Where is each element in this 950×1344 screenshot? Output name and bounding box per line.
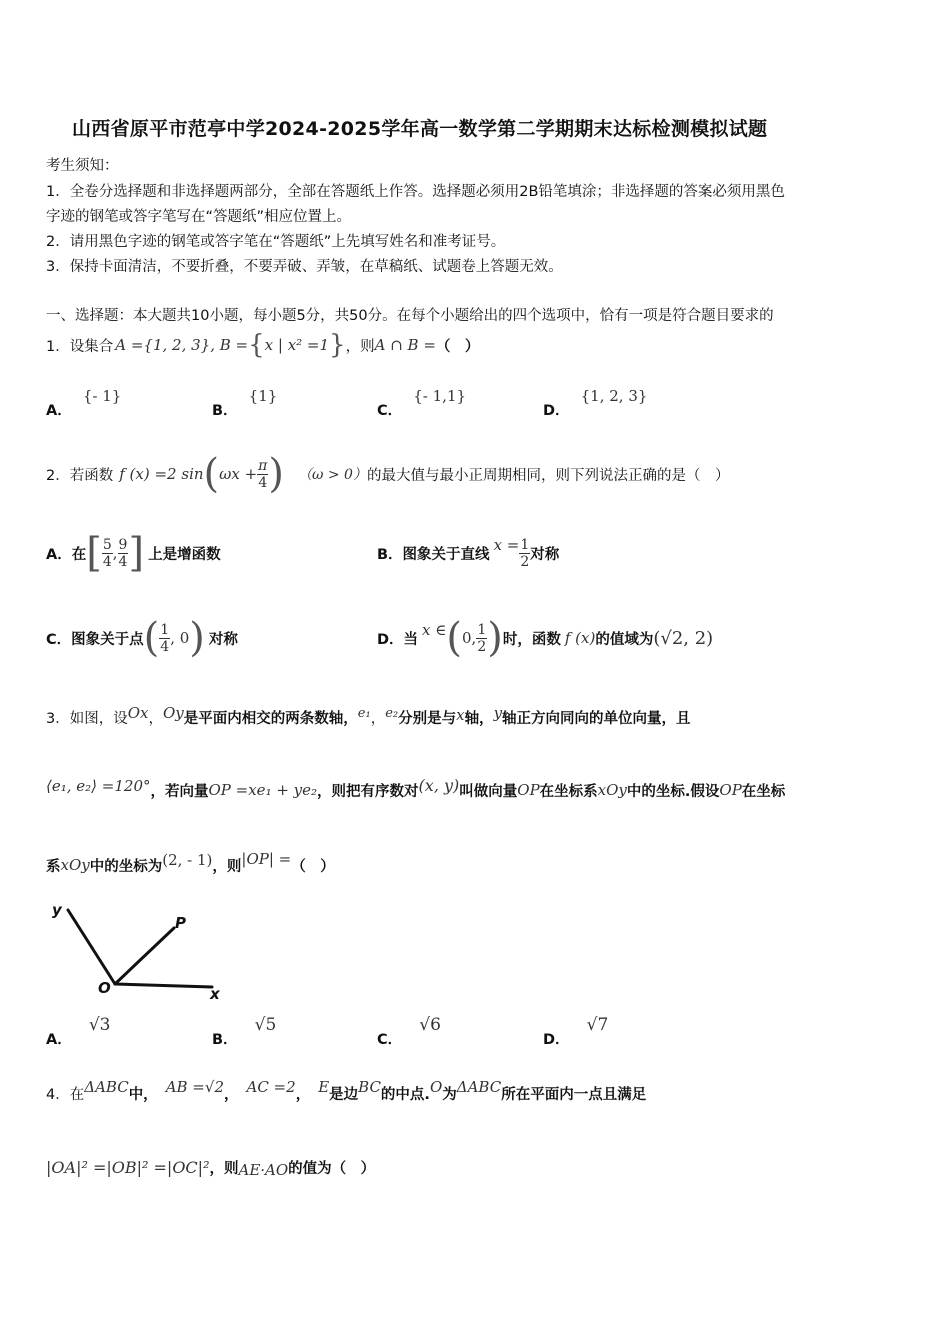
q3-xoy: xOy [597,781,627,799]
denominator: 4 [102,553,112,570]
denominator: 2 [520,553,530,570]
q2-pi: π [258,457,268,474]
q3-e2: e₂ [385,705,399,721]
q4-text: 4．在 [46,1086,85,1103]
option-func: f (x) [564,629,596,647]
q3-op-expr: OP =xe₁ + ye₂ [208,781,318,799]
comma: , [112,544,118,562]
fraction [476,622,487,655]
option-text: 对称 [530,546,560,563]
denominator: 4 [118,553,128,570]
fraction [159,622,170,655]
x-axis [115,984,212,987]
option-value: √5 [254,1015,277,1035]
q4-text: 为 [442,1086,457,1103]
q3-option-d[interactable] [543,1014,609,1048]
p-label: P [175,914,186,932]
option-value: √7 [586,1015,609,1035]
q3-e1: e₁ [357,705,371,721]
q1-expr: A ∩ B = [374,336,436,354]
q1-brace-right: } [329,330,346,360]
option-text: 的值域为 [595,631,654,648]
option-range: (√2, 2) [653,627,714,649]
q4-ac: AC =2 [246,1078,296,1096]
o-label: O [98,979,111,997]
q4-bc: BC [358,1078,381,1096]
q3-ox: Ox [127,704,149,722]
zero: 0, [462,629,477,647]
numerator: 1 [160,621,170,638]
q2-option-d[interactable] [377,612,713,664]
q4-e: E [318,1078,330,1096]
numerator: 5 [102,536,112,553]
numerator: 1 [520,536,530,553]
q3-text: 分别是与 [398,710,457,727]
option-value: {1, 2, 3} [580,387,648,405]
q3-text: 3．如图，设 [46,710,128,727]
q3-text: 轴正方向同向的单位向量，且 [502,710,691,727]
q3-text: 轴， [464,710,494,727]
q2-paren-left: ( [203,451,220,497]
option-label: C．图象关于点 [46,631,144,648]
option-value: {- 1} [82,387,122,405]
q3-comma: ， [370,710,386,727]
option-label: D． [543,1032,570,1048]
question-3-line-2 [46,773,785,807]
bracket-right: ] [128,530,145,576]
paren-right: ) [189,615,205,661]
q3-comma: ， [148,710,163,727]
option-label: A．在 [46,546,87,563]
fraction [519,537,530,570]
q1-option-a[interactable] [46,385,122,419]
q4-text: ， [295,1086,311,1103]
q1-option-c[interactable] [377,385,467,419]
q1-option-b[interactable] [212,385,278,419]
q3-oy: Oy [163,704,184,722]
q1-prefix: 1．设集合 [46,338,114,355]
y-label: y [52,901,62,919]
q2-option-a[interactable] [46,528,221,578]
q3-coord: (2, - 1) [162,851,213,869]
notice-item-2: 2．请用黑色字迹的钢笔或答字笔在“答题纸”上先填写姓名和准考证号。 [46,234,506,250]
q3-option-a[interactable] [46,1014,111,1048]
q2-four: 4 [258,474,268,491]
paren-left: ( [143,615,160,661]
x-label: x [210,985,220,1003]
numerator: 1 [477,621,487,638]
q4-text: ，则 [209,1160,239,1177]
q3-option-b[interactable] [212,1014,277,1048]
option-text: 上是增函数 [148,546,221,563]
numerator: 9 [118,536,128,553]
q1-option-d[interactable] [543,385,648,419]
q2-fraction [257,458,268,491]
q3-blank: （ ） [291,858,335,875]
q2-prefix: 2．若函数 [46,467,114,484]
y-axis [68,910,115,984]
q4-dot: AE·AO [238,1161,289,1179]
q1-mid: ，则 [345,338,375,355]
q1-set-a: A ={1, 2, 3}, B = [115,336,249,354]
question-3-line-1 [46,703,691,731]
q3-text: 系 [46,858,61,875]
q2-func: f (x) =2 sin [119,465,204,483]
option-label: C． [377,403,403,419]
notice-heading: 考生须知： [46,158,119,174]
q3-text: 是平面内相交的两条数轴， [183,710,358,727]
q2-option-b[interactable] [377,528,559,578]
page-title: 山西省原平市范亭中学2024-2025学年高一数学第二学期期末达标检测模拟试题 [72,118,768,140]
notice-item-1-line-2: 字迹的钢笔或答字笔写在“答题纸”相应位置上。 [46,209,352,225]
q3-y: y [493,704,503,722]
q3-x: x [456,706,465,724]
paren-left: ( [446,615,462,661]
q4-tri: ΔABC [84,1078,129,1096]
question-4-line-1 [46,1076,646,1110]
option-label: A． [46,403,72,419]
q2-paren-right: ) [268,451,284,497]
q4-text: ， [223,1086,239,1103]
zero: , 0 [170,629,190,647]
q1-blank: （ ） [435,338,480,355]
fraction [118,537,129,570]
paren-right: ) [487,615,503,661]
q4-ab: AB =√2 [165,1078,224,1096]
q3-pair: (x, y) [418,775,460,795]
option-value: {1} [248,387,278,405]
q4-text: 的中点. [380,1086,430,1103]
q3-text: 中的坐标.假设 [626,783,720,800]
q4-tri2: ΔABC [456,1078,502,1096]
option-value: {- 1,1} [413,387,467,405]
option-label: A． [46,1032,72,1048]
op-vector [115,928,174,984]
denominator: 4 [160,638,170,655]
bracket-left: [ [86,530,102,576]
option-label: B． [212,403,238,419]
section-heading: 一、选择题：本大题共10小题，每小题5分，共50分。在每个小题给出的四个选项中，恰有一项是符合题目要求的 [46,308,774,324]
option-label: D．当 [377,631,419,648]
question-2 [46,448,729,500]
q3-op: OP [719,781,742,799]
q2-cond: （ω > 0） [297,467,367,483]
option-label: D． [543,403,570,419]
q4-eq: |OA|² =|OB|² =|OC|² [46,1157,210,1177]
q1-set-b: x | x² =1 [264,336,330,354]
option-text: 对称 [208,631,238,648]
option-value: √3 [88,1015,111,1035]
q3-abs-op: |OP| = [241,850,292,868]
q3-angle: ⟨e₁, e₂⟩ =120° [46,777,151,795]
question-1 [46,330,479,360]
option-label: B．图象关于直线 [377,546,490,563]
q4-text: 中， [128,1086,158,1103]
option-mid: 时，函数 [502,631,561,648]
q3-figure [40,895,230,1010]
denominator: 2 [477,638,487,655]
fraction [102,537,113,570]
q2-suffix: 的最大值与最小正周期相同，则下列说法正确的是（ ） [366,467,730,484]
question-4-line-2 [46,1150,375,1184]
q3-text: ，若向量 [150,783,209,800]
q3-xoy: xOy [60,856,90,874]
q2-option-c[interactable] [46,612,238,664]
q3-text: 在坐标系 [539,783,598,800]
option-label: B． [212,1032,238,1048]
q1-brace-left: { [248,330,265,360]
q4-text: 所在平面内一点且满足 [501,1086,647,1103]
q3-text: ，则 [212,858,242,875]
question-3-line-3 [46,848,335,882]
option-value: √6 [419,1015,441,1035]
q3-op: OP [517,781,540,799]
notice-item-1-line-1: 1．全卷分选择题和非选择题两部分，全部在答题纸上作答。选择题必须用2B铅笔填涂；非选择题的答案必须用黑色 [46,184,785,200]
option-x: x = [493,536,520,554]
q3-text: 中的坐标为 [89,858,163,875]
q4-text: 的值为（ ） [288,1160,376,1177]
q3-text: ，则把有序数对 [317,783,419,800]
option-x: x ∈ [422,621,447,639]
q3-text: 叫做向量 [459,783,518,800]
q4-text: 是边 [329,1086,359,1103]
notice-item-3: 3．保持卡面清洁，不要折叠，不要弄破、弄皱，在草稿纸、试题卷上答题无效。 [46,259,563,275]
q3-text: 在坐标 [741,783,786,800]
q4-o: O [429,1078,443,1096]
q2-arg: ωx + [219,465,258,483]
q3-option-c[interactable] [377,1014,441,1048]
option-label: C． [377,1032,403,1048]
